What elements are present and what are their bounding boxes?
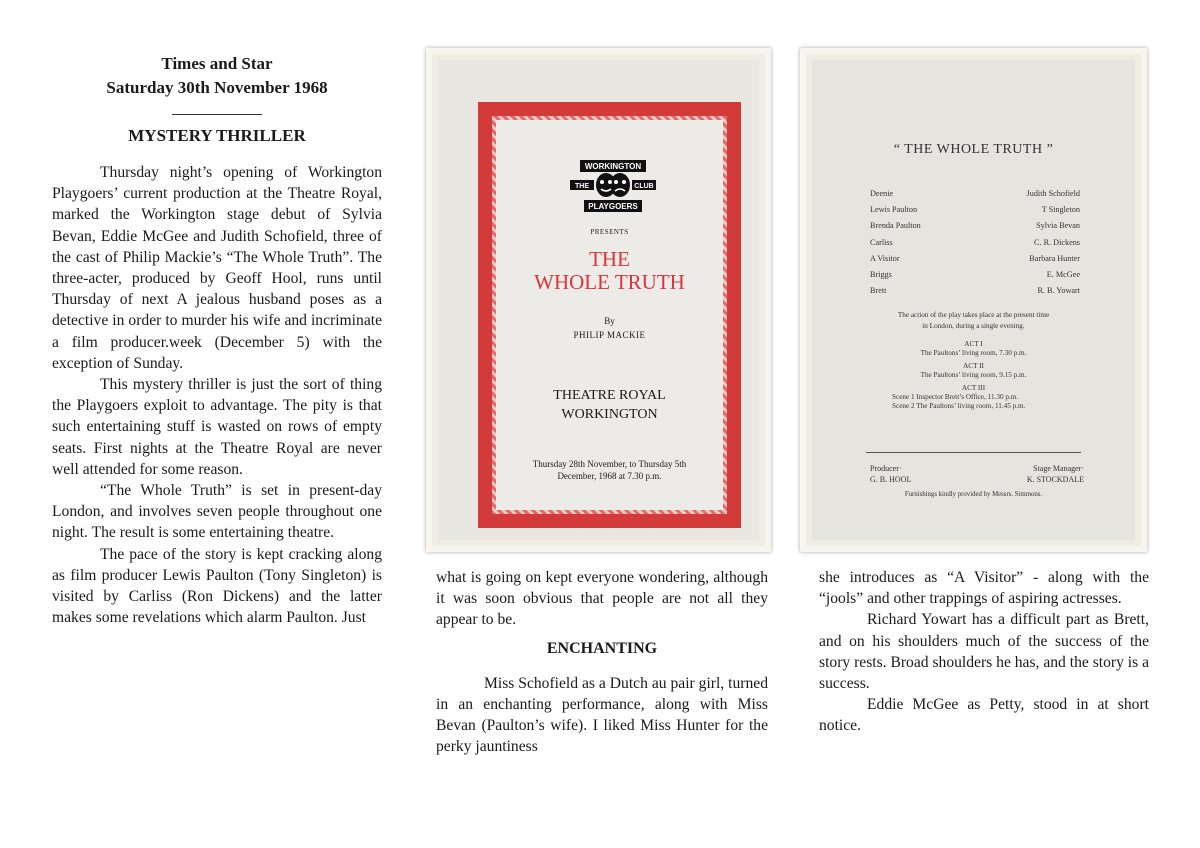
- performance-dates: Thursday 28th November, to Thursday 5th December, 1968 at 7.30 p.m.: [532, 459, 687, 481]
- furnishings-credit: Furnishings kindly provided by Messrs. Simmons.: [904, 491, 1043, 498]
- cast-row: Lewis Paulton T Singleton: [870, 205, 1080, 215]
- programme-cover-photo: [426, 48, 771, 552]
- stage-manager-label: Stage Manager·: [1033, 464, 1084, 473]
- production-credits: [870, 463, 1084, 485]
- red-decorative-border: [478, 102, 741, 528]
- producer-label: Producer·: [870, 464, 902, 473]
- cast-row: Carliss C. R. Dickens: [870, 237, 1080, 247]
- cast-list: [870, 186, 1080, 299]
- cast-row: A Visitor Barbara Hunter: [870, 253, 1080, 263]
- article-column-2: [436, 567, 768, 757]
- programme-cast-photo: [800, 48, 1147, 552]
- publication-date: Saturday 30th November 1968: [106, 78, 328, 97]
- act-heading: ACT III: [961, 384, 986, 392]
- author-name: PHILIP MACKIE: [573, 330, 646, 340]
- paragraph: what is going on kept everyone wondering, although it was soon obvious that people are not all they appear to be.: [436, 569, 768, 629]
- setting-note: The action of the play takes place at the present time in London, during a single evening.: [897, 311, 1050, 330]
- venue: THEATRE ROYAL WORKINGTON: [553, 388, 666, 422]
- paragraph: Richard Yowart has a difficult part as Brett, and on his shoulders much of the success of the story rests. Broad shoulders he has, and the story is a success.: [819, 611, 1150, 693]
- act-list: [862, 340, 1085, 411]
- presents-label: PRESENTS: [590, 228, 629, 236]
- paragraph: Thursday night’s opening of Workington Playgoers’ current production at the Theatre Royal, marked the Workington stage debut of Sylvia Bevan, Eddie McGee and Judith Schofield, three of the cast of Philip Mackie’s “The Whole Truth”. The three-acter, produced by Geoff Hool, runs until Thursday of next A jealous husband poses as a detective in order to murder his wife and incriminate a film producer.week (December 5) with the exception of Sunday.: [52, 164, 382, 372]
- act-description: The Paultons’ living room, 9.15 p.m.: [920, 371, 1027, 379]
- logo-the-text: THE: [575, 183, 589, 190]
- scene-description: Scene 1 Inspector Brett’s Office, 11.30 p.m.: [892, 393, 1019, 401]
- paragraph: The pace of the story is kept cracking along as film producer Lewis Paulton (Tony Singleton) is visited by Carliss (Ron Dickens) and the latter makes some revelations which alarm Paulton. Just: [52, 545, 382, 627]
- paragraph: Miss Schofield as a Dutch au pair girl, turned in an enchanting performance, along with Miss Bevan (Paulton’s wife). I liked Miss Hunter for the perky jauntiness: [436, 674, 768, 756]
- cast-row: Brett R. B. Yowart: [870, 286, 1080, 296]
- act-description: The Paultons’ living room, 7.30 p.m.: [920, 349, 1027, 357]
- cast-row: Deenie Judith Schofield: [870, 189, 1080, 198]
- paragraph: she introduces as “A Visitor” - along with the “jools” and other trappings of aspiring actresses.: [819, 569, 1149, 608]
- article-column-3: [819, 567, 1149, 737]
- paragraph: “The Whole Truth” is set in present-day London, and involves seven people throughout one night. The result is some entertaining theatre.: [52, 482, 382, 542]
- stage-manager-name: K. STOCKDALE: [1026, 475, 1084, 484]
- act-heading: ACT II: [963, 362, 984, 370]
- playgoers-club-logo: [566, 160, 660, 218]
- section-subheading: ENCHANTING: [546, 639, 658, 657]
- play-title: THE WHOLE TRUTH: [534, 247, 685, 294]
- logo-playgoers-text: PLAYGOERS: [588, 202, 638, 211]
- logo-workington-text: WORKINGTON: [584, 162, 642, 171]
- cast-row: Briggs E. McGee: [870, 270, 1080, 280]
- cast-page-title: “ THE WHOLE TRUTH ”: [893, 142, 1054, 157]
- paragraph: Eddie McGee as Petty, stood in at short notice.: [819, 696, 1149, 735]
- act-heading: ACT I: [964, 340, 983, 348]
- by-label: By: [604, 316, 615, 326]
- article-column-1: [52, 52, 382, 628]
- logo-club-text: CLUB: [634, 183, 654, 190]
- cast-row: Brenda Paulton Sylvia Bevan: [870, 221, 1080, 231]
- divider-line: [866, 452, 1081, 453]
- article-headline: MYSTERY THRILLER: [128, 126, 306, 145]
- newspaper-name: Times and Star: [161, 54, 273, 73]
- paragraph: This mystery thriller is just the sort of thing the Playgoers exploit to advantage. The pity is that such entertaining stuff is wasted on rows of empty seats. First nights at the Theatre Royal are never well attended for some reason.: [52, 376, 382, 478]
- scene-description: Scene 2 The Paultons’ living room, 11.45 p.m.: [892, 402, 1026, 410]
- header-divider: [52, 104, 382, 118]
- producer-name: G. B. HOOL: [870, 475, 912, 484]
